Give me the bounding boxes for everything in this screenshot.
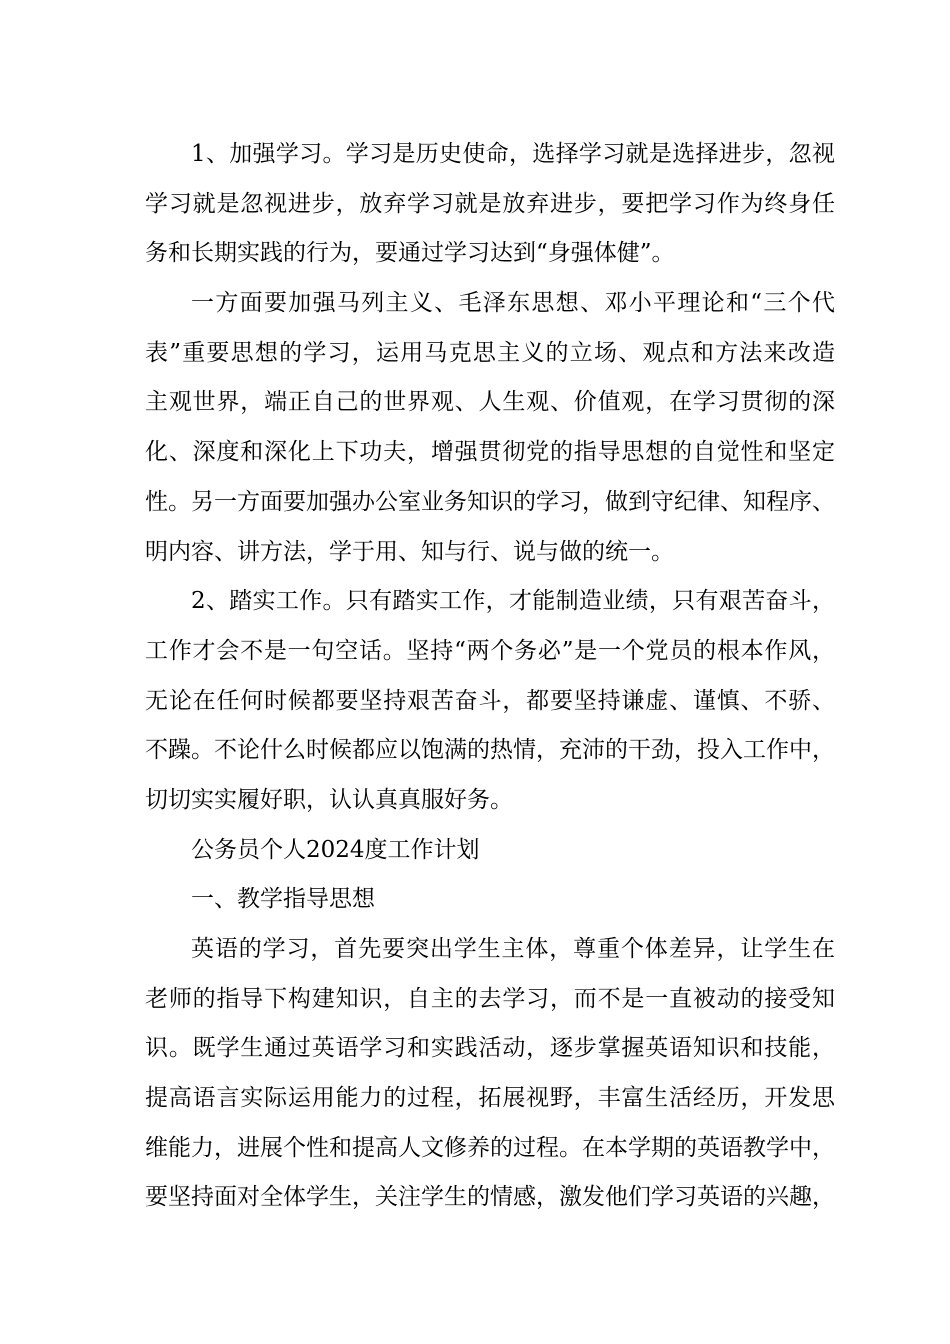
text-line: 学习就是忽视进步，放弃学习就是放弃进步，要把学习作为终身任 [145,190,835,217]
heading-line: 一、教学指导思想 [191,886,375,913]
text-line: 主观世界，端正自己的世界观、人生观、价值观，在学习贯彻的深 [145,389,835,416]
document-body [145,130,835,1223]
text-line: 2、踏实工作。只有踏实工作，才能制造业绩，只有艰苦奋斗， [191,588,835,615]
text-line: 提高语言实际运用能力的过程，拓展视野，丰富生活经历，开发思 [145,1085,835,1112]
text-line: 要坚持面对全体学生，关注学生的情感，激发他们学习英语的兴趣， [145,1184,835,1211]
text-line: 无论在任何时候都要坚持艰苦奋斗，都要坚持谦虚、谨慎、不骄、 [145,687,835,714]
paragraph-theory-study [145,279,835,577]
text-line: 明内容、讲方法，学于用、知与行、说与做的统一。 [145,538,674,565]
section-heading-work-plan [145,826,835,876]
section-heading-teaching-guidance [145,875,835,925]
text-line: 识。既学生通过英语学习和实践活动，逐步掌握英语知识和技能， [145,1035,835,1062]
text-line: 性。另一方面要加强办公室业务知识的学习，做到守纪律、知程序、 [145,488,835,515]
text-line: 化、深度和深化上下功夫，增强贯彻党的指导思想的自觉性和坚定 [145,439,835,466]
text-line: 切切实实履好职，认认真真服好务。 [145,786,513,813]
text-line: 表”重要思想的学习，运用马克思主义的立场、观点和方法来改造 [145,339,835,366]
heading-line: 公务员个人2024度工作计划 [191,836,480,863]
text-line: 务和长期实践的行为，要通过学习达到“身强体健”。 [145,240,675,267]
paragraph-english-learning [145,925,835,1223]
text-line: 英语的学习，首先要突出学生主体，尊重个体差异，让学生在 [191,936,835,962]
paragraph-solid-work [145,577,835,825]
paragraph-strengthen-learning [145,130,835,279]
text-line: 一方面要加强马列主义、毛泽东思想、邓小平理论和“三个代 [191,290,835,317]
text-line: 老师的指导下构建知识，自主的去学习，而不是一直被动的接受知 [145,985,835,1012]
text-line: 工作才会不是一句空话。坚持“两个务必”是一个党员的根本作风， [145,637,835,664]
text-line: 不躁。不论什么时候都应以饱满的热情，充沛的干劲，投入工作中， [145,737,835,764]
text-line: 1、加强学习。学习是历史使命，选择学习就是选择进步，忽视 [191,141,835,167]
text-line: 维能力，进展个性和提高人文修养的过程。在本学期的英语教学中， [145,1134,835,1161]
